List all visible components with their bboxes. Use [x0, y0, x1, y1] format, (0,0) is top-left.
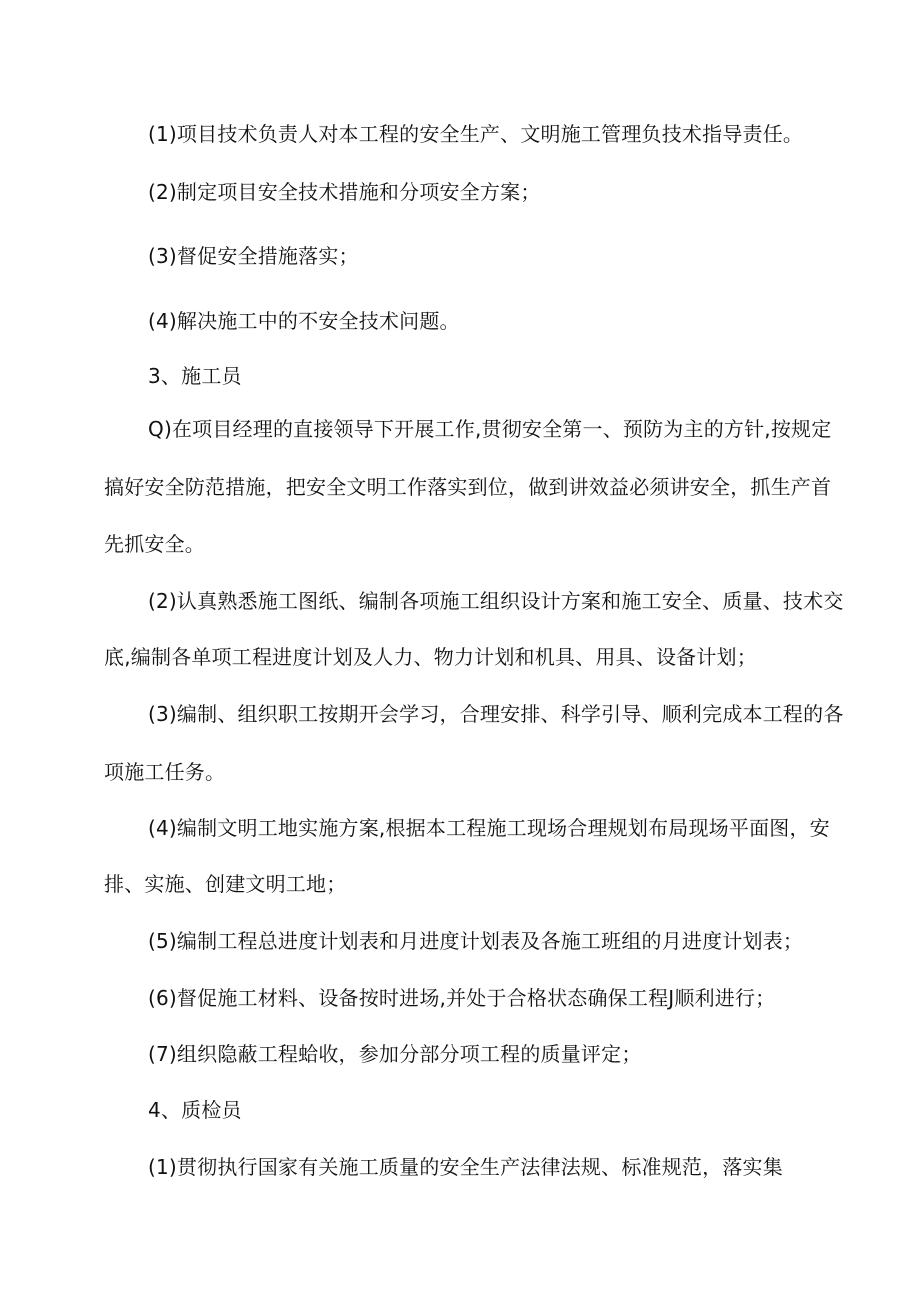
section-heading: 3、施工员 — [148, 364, 242, 388]
paragraph-line: 底,编制各单项工程进度计划及人力、物力计划和机具、用具、设备计划； — [104, 645, 757, 669]
paragraph-line: (2)制定项目安全技术措施和分项安全方案； — [148, 180, 541, 204]
section-heading: 4、质检员 — [148, 1098, 242, 1122]
paragraph-line: (4)编制文明工地实施方案,根据本工程施工现场合理规划布局现场平面图，安 — [148, 816, 830, 840]
paragraph-line: (4)解决施工中的不安全技术问题。 — [148, 309, 460, 333]
paragraph-line: (2)认真熟悉施工图纸、编制各项施工组织设计方案和施工安全、质量、技术交 — [148, 589, 844, 613]
paragraph-line: (5)编制工程总进度计划表和月进度计划表及各施工班组的月进度计划表； — [148, 929, 804, 953]
paragraph-line: (3)编制、组织职工按期开会学习，合理安排、科学引导、顺利完成本工程的各 — [148, 702, 844, 726]
paragraph-line: 搞好安全防范措施，把安全文明工作落实到位，做到讲效益必须讲安全，抓生产首 — [104, 475, 832, 499]
paragraph-line: 项施工任务。 — [104, 760, 226, 784]
paragraph-line: (7)组织隐蔽工程蛤收，参加分部分项工程的质量评定； — [148, 1042, 642, 1066]
paragraph-line: (6)督促施工材料、设备按时进场,并处于合格状态确保工程J顺利进行； — [148, 986, 776, 1010]
paragraph-line: 先抓安全。 — [104, 532, 205, 556]
paragraph-line: (1)贯彻执行国家有关施工质量的安全生产法律法规、标准规范，落实集 — [148, 1155, 783, 1179]
paragraph-line: 排、实施、创建文明工地； — [104, 872, 347, 896]
paragraph-line: Q)在项目经理的直接领导下开展工作,贯彻安全第一、预防为主的方针,按规定 — [148, 417, 832, 441]
paragraph-line: (3)督促安全措施落实； — [148, 244, 359, 268]
paragraph-line: (1)项目技术负责人对本工程的安全生产、文明施工管理负技术指导责任。 — [148, 122, 804, 146]
